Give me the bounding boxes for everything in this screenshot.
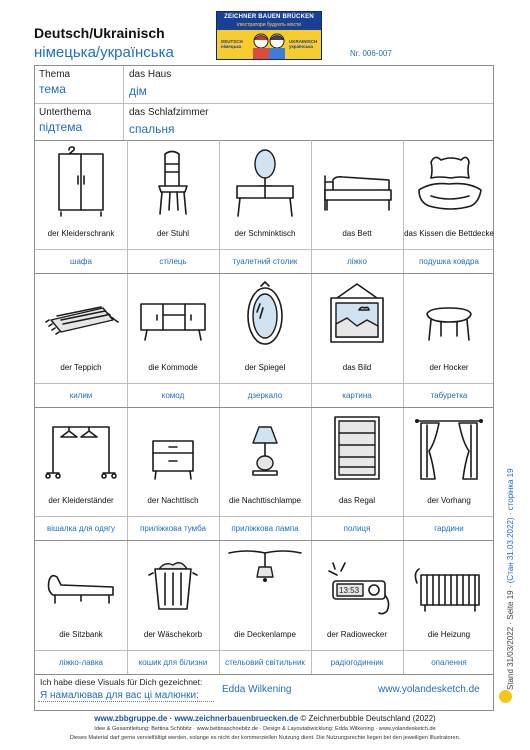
word-uk: стельовий світильник — [225, 657, 305, 667]
word-de: die Kommode — [148, 363, 198, 372]
shelf-icon — [319, 413, 395, 485]
vocab-card — [35, 407, 127, 540]
laundry-basket-icon — [135, 547, 211, 619]
logo-subtitle: ілюстратори будують мости — [236, 22, 302, 28]
unterthema-value-de: das Schlafzimmer — [129, 107, 209, 118]
ceiling-lamp-icon — [227, 547, 303, 619]
vocabulary-sheet-frame — [34, 65, 494, 711]
artist-link[interactable]: www.yolandesketch.de — [378, 684, 480, 695]
word-de: die Sitzbank — [59, 630, 103, 639]
vocab-card — [127, 274, 219, 407]
word-uk: кошик для білизни — [138, 657, 208, 667]
footer-credits: Idee & Gesamtleitung: Bettina Schöbitz · www.bettinaschoebitz.de · Design & Layoutabwicklung: Edda Wilkening · www.yolandesketch.de — [94, 726, 436, 732]
word-de: der Spiegel — [244, 363, 286, 372]
vocab-card — [311, 407, 403, 540]
word-uk: туалетний столик — [232, 256, 298, 266]
word-de: das Regal — [338, 496, 376, 505]
mirror-icon — [227, 280, 303, 352]
footer-copyright: © Zeichnerbubble Deutschland (2022) — [298, 714, 436, 723]
word-uk: килим — [69, 390, 93, 400]
word-uk: картина — [342, 390, 372, 400]
vocab-card — [35, 541, 127, 674]
word-de: der Vorhang — [427, 496, 471, 505]
drawn-by-label-de: Ich habe diese Visuals für Dich gezeichnet: — [40, 677, 203, 687]
vocab-card — [219, 274, 311, 407]
side-stand-de: Stand 31/03/2022 · Seite 19 · — [506, 583, 515, 690]
vocab-card — [311, 274, 403, 407]
stool-icon — [411, 280, 487, 352]
vocab-card — [219, 407, 311, 540]
logo-left-label: DEUTSCH німецька — [221, 39, 243, 49]
word-de: das Kissen die Bettdecke — [404, 229, 494, 238]
vocab-card — [403, 407, 495, 540]
sideboard-icon — [135, 280, 211, 352]
thema-value-de: das Haus — [129, 69, 172, 80]
word-de: der Schminktisch — [234, 229, 296, 238]
word-de: das Bild — [342, 363, 372, 372]
word-uk: гардини — [434, 523, 464, 533]
logo-right-label: UKRAINISCH українська — [289, 39, 318, 49]
picture-icon — [319, 280, 395, 352]
word-uk: табуретка — [430, 390, 468, 400]
word-uk: шафа — [70, 256, 92, 266]
vocab-card — [127, 541, 219, 674]
footer-link-zbbgruppe[interactable]: www.zbbgruppe.de — [94, 714, 168, 723]
word-de: der Kleiderschrank — [47, 229, 115, 238]
unterthema-label-uk: підтема — [39, 120, 83, 134]
word-uk: вішалка для одягу — [47, 523, 115, 533]
word-de: der Kleiderständer — [48, 496, 114, 505]
word-de: das Bett — [342, 229, 372, 238]
word-uk: ліжко-лавка — [59, 657, 103, 667]
side-version-text — [506, 468, 515, 690]
vocab-card — [219, 541, 311, 674]
vocab-card — [311, 140, 403, 273]
footer-links: www.zbbgruppe.de · www.zeichnerbauenbruecken.de © Zeichnerbubble Deutschland (2022) — [94, 714, 436, 723]
artist-name: Edda Wilkening — [222, 684, 292, 695]
clock-radio-icon — [319, 547, 395, 619]
carpet-icon — [43, 280, 119, 352]
word-de: der Stuhl — [156, 229, 190, 238]
wardrobe-icon — [43, 146, 119, 218]
nightstand-icon — [135, 413, 211, 485]
word-de: die Nachttischlampe — [228, 496, 302, 505]
word-de: die Deckenlampe — [234, 630, 296, 639]
logo-title: ZEICHNER BAUEN BRÜCKEN — [224, 14, 314, 20]
vocab-card — [403, 140, 495, 273]
zeichner-bauen-bruecken-logo — [216, 11, 322, 60]
clothes-rack-icon — [43, 413, 119, 485]
word-de: der Radiowecker — [326, 630, 388, 639]
word-uk: подушка ковдра — [419, 256, 479, 266]
word-de: der Hocker — [429, 363, 469, 372]
logo-people-icon — [249, 29, 289, 59]
radiator-icon — [411, 547, 487, 619]
vocab-card — [35, 274, 127, 407]
bedside-lamp-icon — [227, 413, 303, 485]
word-uk: стілець — [159, 256, 187, 266]
thema-label-de: Thema — [39, 69, 71, 80]
clock-display: 13:53 — [339, 586, 360, 595]
sheet-number: Nr. 006-007 — [350, 49, 392, 58]
bed-icon — [319, 146, 395, 218]
pillow-duvet-icon — [411, 146, 487, 218]
vocab-card — [219, 140, 311, 273]
vocab-card — [35, 140, 127, 273]
topic-row-line — [35, 103, 493, 104]
curtain-icon — [411, 413, 487, 485]
side-stand-uk: (Стан 31.03.2022) · сторінка 19 — [506, 468, 515, 584]
word-de: der Nachttisch — [147, 496, 199, 505]
word-uk: приліжкова тумба — [140, 523, 206, 533]
word-uk: приліжкова лампа — [231, 523, 299, 533]
footer-license: Dieses Material darf gerne vervielfältigt werden, solange es nicht der kommerziellen Nutzung dient. Die Nutzungsrechte liegen bei den jeweiligen Illustratoren. — [69, 735, 461, 741]
word-uk: дзеркало — [247, 390, 283, 400]
word-uk: комод — [161, 390, 185, 400]
page-title-de: Deutsch/Ukrainisch — [34, 25, 165, 41]
word-de: der Teppich — [60, 363, 102, 372]
unterthema-label-de: Unterthema — [39, 107, 92, 118]
chair-icon — [135, 146, 211, 218]
word-uk: опалення — [431, 657, 467, 667]
grid-row-line — [35, 674, 493, 675]
word-de: die Heizung — [427, 630, 471, 639]
vocab-card — [311, 541, 403, 674]
thema-value-uk: дім — [129, 84, 147, 98]
word-uk: радіогодинник — [330, 657, 384, 667]
daybed-icon — [43, 547, 119, 619]
dressing-table-icon — [227, 146, 303, 218]
unterthema-value-uk: спальня — [129, 122, 175, 136]
yellow-dot-marker — [499, 690, 512, 703]
footer-link-zbb[interactable]: www.zeichnerbauenbruecken.de — [174, 714, 299, 723]
page-title-uk: німецька/українська — [34, 44, 174, 61]
drawn-by-label-uk: Я намалював для вас ці малюнки: — [40, 690, 199, 701]
word-uk: полиця — [343, 523, 371, 533]
word-uk: ліжко — [347, 256, 367, 266]
dotted-line — [38, 701, 214, 702]
word-de: der Wäschekorb — [143, 630, 203, 639]
vocab-card — [127, 140, 219, 273]
vocab-card — [127, 407, 219, 540]
vocab-card — [403, 541, 495, 674]
vocab-card — [403, 274, 495, 407]
thema-label-uk: тема — [39, 82, 66, 96]
